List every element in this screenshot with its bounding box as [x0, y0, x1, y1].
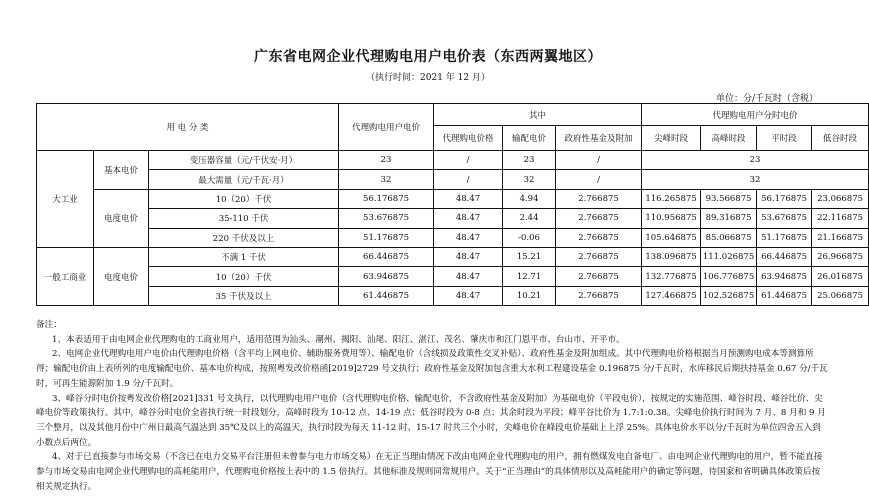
row-label: 10（20）千伏 — [149, 267, 339, 286]
header-agency-purchase: 代理购电价格 — [434, 126, 503, 151]
cell-flat: 53.676875 — [757, 209, 812, 228]
subgroup-energy-price-2-label: 电度电价 — [103, 272, 138, 283]
price-table — [36, 103, 869, 306]
note-item: 4、对于已直接参与市场交易（不含已在电力交易平台注册但未曾参与电力市场交易）在无正当理由情况下改由电网企业代理购电的用户，拥有燃煤发电自备电厂、由电网企业代理购电的用户，暂不能直接参与市场交易由电网企业代理购电的高耗能用户，代理购电价格按上表中的 1.5 倍执行。其他标准及规则同常规用户。关于“正当理由”的具体情形以及高耗能用户的确定等问题，待国家和省明确具体政策后按相关规定执行。 — [36, 452, 823, 492]
cell-funds: 2.766875 — [556, 286, 642, 305]
cell-total: 63.946875 — [339, 267, 434, 286]
header-of-which: 其中 — [434, 104, 642, 126]
page-title: 广东省电网企业代理购电用户电价表（东西两翼地区） — [254, 49, 602, 65]
row-label: 最大需量（元/千瓦·月） — [149, 170, 339, 189]
subgroup-basic-price — [94, 151, 149, 190]
cell-funds: 2.766875 — [556, 267, 642, 286]
table-row — [37, 151, 869, 170]
cell-flat: 66.446875 — [757, 247, 812, 266]
table-row — [37, 170, 869, 189]
cell-transmission: 32 — [503, 170, 556, 189]
cell-peak: 85.066875 — [701, 228, 757, 247]
cell-agency: / — [434, 170, 503, 189]
cell-valley: 26.016875 — [812, 267, 869, 286]
cell-peak-sharp: 127.466875 — [642, 286, 701, 305]
table-row — [37, 189, 869, 208]
unit-label: 单位：分/千瓦时（含税） — [715, 94, 818, 104]
header-flat: 平时段 — [757, 126, 812, 151]
header-agency-price: 代理购电用户电价 — [339, 104, 434, 151]
cell-agency: 48.47 — [434, 247, 503, 266]
cell-transmission: -0.06 — [503, 228, 556, 247]
cell-funds: 2.766875 — [556, 189, 642, 208]
cell-total: 23 — [339, 151, 434, 170]
cell-agency: 48.47 — [434, 209, 503, 228]
cell-transmission: 4.94 — [503, 189, 556, 208]
cell-funds: 2.766875 — [556, 228, 642, 247]
header-valley: 低谷时段 — [812, 126, 869, 151]
cell-transmission: 12.71 — [503, 267, 556, 286]
cell-total: 32 — [339, 170, 434, 189]
group-large-industry-label: 大工业 — [52, 194, 78, 205]
cell-peak: 93.566875 — [701, 189, 757, 208]
group-large-industry — [37, 151, 94, 248]
cell-funds: / — [556, 170, 642, 189]
cell-peak-sharp: 105.646875 — [642, 228, 701, 247]
table-row — [37, 286, 869, 305]
header-peak-sharp: 尖峰时段 — [642, 126, 701, 151]
cell-peak: 111.026875 — [701, 247, 757, 266]
cell-total: 61.446875 — [339, 286, 434, 305]
cell-peak-sharp: 138.096875 — [642, 247, 701, 266]
header-funds: 政府性基金及附加 — [556, 126, 642, 151]
cell-agency: 48.47 — [434, 286, 503, 305]
cell-tou-merged: 32 — [642, 170, 869, 189]
cell-tou-merged: 23 — [642, 151, 869, 170]
header-peak: 高峰时段 — [701, 126, 757, 151]
cell-peak-sharp: 110.956875 — [642, 209, 701, 228]
cell-transmission: 23 — [503, 151, 556, 170]
header-tou: 代理购电用户分时电价 — [642, 104, 869, 126]
cell-funds: 2.766875 — [556, 247, 642, 266]
cell-agency: 48.47 — [434, 228, 503, 247]
subgroup-energy-price — [94, 189, 149, 247]
cell-peak-sharp: 116.265875 — [642, 189, 701, 208]
cell-flat: 61.446875 — [757, 286, 812, 305]
group-general-commercial-label: 一般工商业 — [43, 272, 87, 283]
header-category: 用 电 分 类 — [37, 104, 339, 151]
note-item: 1、本表适用于由电网企业代理购电的工商业用户，适用范围为汕头、潮州、揭阳、汕尾、阳江、湛江、茂名、肇庆市和江门恩平市、台山市、开平市。 — [52, 334, 625, 345]
cell-valley: 26.966875 — [812, 247, 869, 266]
cell-transmission: 15.21 — [503, 247, 556, 266]
row-label: 不满 1 千伏 — [149, 247, 339, 266]
row-label: 10（20）千伏 — [149, 189, 339, 208]
cell-flat: 51.176875 — [757, 228, 812, 247]
cell-transmission: 10.21 — [503, 286, 556, 305]
cell-flat: 56.176875 — [757, 189, 812, 208]
cell-flat: 63.946875 — [757, 267, 812, 286]
effective-date: （执行时间：2021 年 12 月） — [366, 73, 490, 83]
table-row — [37, 247, 869, 266]
cell-agency: 48.47 — [434, 189, 503, 208]
cell-funds: / — [556, 151, 642, 170]
subgroup-energy-price-label: 电度电价 — [103, 214, 138, 225]
note-item: 3、峰谷分时电价按粤发改价格[2021]331 号文执行，以代理购电用户电价（含代理购电价格、输配电价，不含政府性基金及附加）为基础电价（平段电价），按规定的实施范围、峰谷时段、峰谷比价、尖峰电价等政策执行。其中，峰谷分时电价全省执行统一时段划分，高峰时段为 10-12 点、14-19 点；低谷时段为 0-8 点；其余时段为平段；峰平谷比价为 1.7:1:0.38。尖峰电价执行时间为 7 月、8 月和 9 月三个整月，以及其他月份中广州日最高气温达到 35℃及以上的高温天，执行时段为每天 11-12 时、15-17 时共三个小时，尖峰电价在峰段电价基础上上浮 25%。具体电价水平以分/千瓦时为单位四舍五入到小数点后两位。 — [36, 393, 826, 448]
cell-valley: 22.116875 — [812, 209, 869, 228]
subgroup-basic-price-label: 基本电价 — [103, 165, 138, 176]
subgroup-energy-price-2 — [94, 247, 149, 305]
header-transmission: 输配电价 — [503, 126, 556, 151]
table-row — [37, 228, 869, 247]
cell-funds: 2.766875 — [556, 209, 642, 228]
row-label: 220 千伏及以上 — [149, 228, 339, 247]
row-label: 35-110 千伏 — [149, 209, 339, 228]
cell-transmission: 2.44 — [503, 209, 556, 228]
note-item: 2、电网企业代理购电用户电价由代理购电价格（含平均上网电价、辅助服务费用等）、输配电价（含线损及政策性交叉补贴）、政府性基金及附加组成。其中代理购电价格根据当月预测购电成本等测算所得；输配电价由上表所列的电度输配电价、基本电价构成，按照粤发改价格函[2019]2729 号文执行；政府性基金及附加包含重大水利工程建设基金 0.196875 分/千瓦时，水库移民后期扶持基金 0.67 分/千瓦时，可再生能源附加 1.9 分/千瓦时。 — [36, 349, 828, 389]
row-label: 35 千伏及以上 — [149, 286, 339, 305]
cell-total: 51.176875 — [339, 228, 434, 247]
cell-agency: / — [434, 151, 503, 170]
cell-peak: 102.526875 — [701, 286, 757, 305]
cell-peak: 89.316875 — [701, 209, 757, 228]
cell-agency: 48.47 — [434, 267, 503, 286]
cell-valley: 23.066875 — [812, 189, 869, 208]
cell-peak-sharp: 132.776875 — [642, 267, 701, 286]
cell-valley: 25.066875 — [812, 286, 869, 305]
cell-total: 53.676875 — [339, 209, 434, 228]
table-row — [37, 209, 869, 228]
table-row — [37, 267, 869, 286]
notes-section — [36, 318, 828, 494]
notes-heading: 备注： — [36, 320, 62, 330]
cell-total: 56.176875 — [339, 189, 434, 208]
cell-valley: 21.166875 — [812, 228, 869, 247]
row-label: 变压器容量（元/千伏安·月） — [149, 151, 339, 170]
cell-total: 66.446875 — [339, 247, 434, 266]
cell-peak: 106.776875 — [701, 267, 757, 286]
group-general-commercial — [37, 247, 94, 305]
